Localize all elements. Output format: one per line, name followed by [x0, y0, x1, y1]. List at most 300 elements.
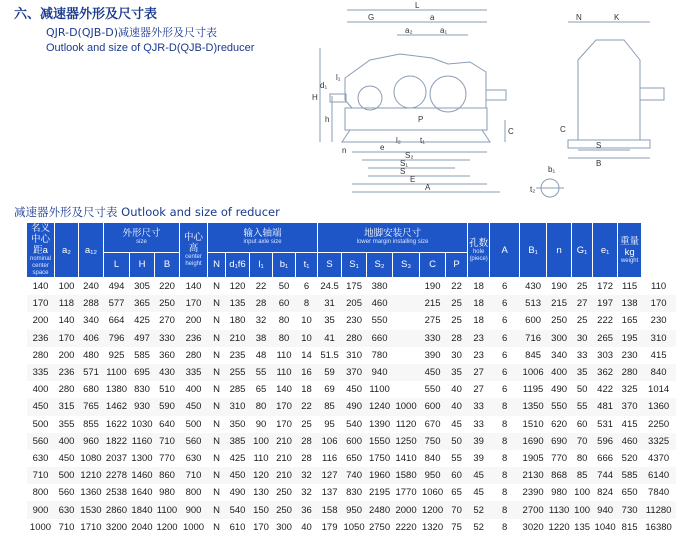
table-cell: 380 [371, 281, 388, 293]
table-cell: N [208, 467, 226, 484]
table-cell: N [208, 364, 226, 381]
table-cell: N [213, 349, 220, 361]
dim-P: P [418, 115, 424, 124]
header-sub-cell: P [446, 252, 468, 277]
table-cell: 36 [296, 501, 318, 518]
table-cell: 200 [58, 349, 75, 361]
table-cell: 170 [27, 295, 55, 312]
table-cell: 830 [134, 384, 150, 396]
table-cell: 500 [32, 418, 49, 430]
table-cell: 830 [346, 487, 362, 499]
dim-t1: t₁ [420, 136, 425, 145]
table-cell: 10 [296, 330, 318, 347]
header-sub-cell: N [208, 252, 226, 277]
table-cell: N [208, 433, 226, 450]
table-cell: 490 [342, 398, 367, 415]
header-cell [79, 223, 104, 278]
table-cell: 300 [276, 521, 292, 533]
table-cell: 100 [572, 501, 593, 518]
table-cell: 85 [572, 467, 593, 484]
table-cell: 620 [551, 418, 568, 430]
section-title: 六、减速器外形及尺寸表 [14, 7, 158, 22]
table-cell: 925 [108, 349, 125, 361]
table-cell: 130 [253, 487, 269, 499]
table-cell: 70 [572, 433, 593, 450]
dim-B: B [596, 159, 602, 168]
table-cell: 40 [301, 521, 312, 533]
table-cell: 1905 [522, 452, 544, 464]
table-cell: 140 [185, 281, 202, 293]
table-cell: 18 [468, 295, 490, 312]
table-cell: 1120 [395, 418, 417, 430]
table-cell: 38 [250, 330, 273, 347]
header-cell [180, 223, 208, 278]
table-cell: 69 [324, 384, 335, 396]
table-cell: 280 [342, 330, 367, 347]
table-cell: 135 [226, 295, 250, 312]
dim-N: N [576, 13, 582, 22]
table-cell: 55 [451, 452, 462, 464]
table-cell: 25 [301, 418, 312, 430]
table-cell: 127 [318, 467, 342, 484]
table-cell: 115 [622, 281, 638, 293]
table-cell: N [213, 384, 220, 396]
table-row [27, 347, 676, 364]
table-cell: 560 [58, 487, 75, 499]
table-cell: 60 [273, 295, 296, 312]
table-cell: 930 [130, 398, 155, 415]
table-cell: 390 [424, 349, 441, 361]
table-cell: 30 [451, 349, 462, 361]
table-cell: 135 [574, 521, 591, 533]
table-cell: 16380 [645, 521, 672, 533]
table-cell: 170 [180, 295, 208, 312]
table-cell: 45 [468, 467, 490, 484]
table-cell: 780 [371, 349, 388, 361]
table-cell: 365 [130, 295, 155, 312]
header-row-main [27, 223, 676, 253]
table-cell: 1195 [522, 384, 544, 396]
table-cell: 25 [576, 281, 588, 293]
dim-G: G [368, 13, 375, 22]
header-label-en: lower margin installing size [356, 239, 429, 246]
table-cell: 40 [446, 398, 468, 415]
table-cell: 32 [296, 467, 318, 484]
table-cell: 980 [551, 487, 568, 499]
table-cell: 1410 [395, 452, 417, 464]
table-cell: 230 [650, 315, 667, 327]
table-cell: 666 [597, 452, 614, 464]
table-cell: 360 [159, 349, 175, 361]
subtitle-cn: QJR-D(QJB-D)减速器外形及尺寸表 [46, 26, 218, 39]
table-cell: 640 [159, 418, 175, 430]
table-cell: 1220 [548, 521, 570, 533]
table-cell: 362 [593, 364, 618, 381]
table-cell: 8 [490, 398, 520, 415]
table-cell: 596 [593, 433, 618, 450]
table-cell: 300 [547, 330, 572, 347]
dim-S2: S₂ [405, 151, 414, 160]
header-cell [468, 223, 490, 278]
table-cell: 6 [303, 281, 310, 293]
table-cell: 172 [597, 281, 614, 293]
table-cell: 48 [255, 349, 267, 361]
dim-K: K [614, 13, 620, 22]
table-cell: 275 [424, 315, 441, 327]
table-cell: 450 [58, 452, 75, 464]
table-cell: 540 [346, 418, 362, 430]
table-cell: N [208, 295, 226, 312]
table-cell: 200 [185, 315, 202, 327]
dim-e: e [380, 143, 385, 152]
table-cell: 70 [446, 501, 468, 518]
table-cell: 1200 [420, 501, 446, 518]
table-cell: 560 [180, 433, 208, 450]
table-cell: 585 [618, 467, 642, 484]
header-cell [208, 223, 318, 253]
table-cell: 6 [490, 364, 520, 381]
table-cell: N [213, 452, 220, 464]
table-cell: 175 [346, 281, 362, 293]
table-cell: 1350 [520, 398, 547, 415]
table-cell: 450 [420, 364, 446, 381]
front-housing-base [342, 130, 490, 142]
table-cell: 335 [180, 364, 208, 381]
table-row [27, 278, 676, 296]
table-row [27, 364, 676, 381]
table-cell: 230 [621, 349, 638, 361]
table-cell: 280 [185, 349, 202, 361]
dim-A: A [425, 183, 431, 192]
table-row [27, 467, 676, 484]
table-cell: 940 [367, 364, 393, 381]
dim-E: E [410, 175, 416, 184]
table-cell: 1240 [367, 398, 393, 415]
table-cell: 1300 [131, 452, 153, 464]
header-sub-cell: S₂ [367, 252, 393, 277]
table-cell: 3200 [105, 521, 128, 533]
dim-l2: l₂ [396, 136, 401, 145]
table-cell: 1100 [104, 364, 130, 381]
table-cell: 8 [501, 487, 508, 499]
table-cell: 630 [32, 452, 49, 464]
table-cell: 85 [318, 398, 342, 415]
table-cell: 55 [250, 364, 273, 381]
header-label: B₁ [528, 244, 538, 256]
table-cell: 11280 [642, 501, 676, 518]
header-sub-cell: C [420, 252, 446, 277]
table-cell: 280 [32, 349, 49, 361]
table-cell: 8 [501, 521, 508, 533]
table-cell: 6 [501, 384, 508, 396]
table-cell: 150 [250, 501, 273, 518]
table-cell: 140 [276, 384, 292, 396]
table-cell: 310 [642, 330, 676, 347]
table-row [27, 398, 676, 415]
table-cell: N [213, 418, 220, 430]
table-cell: 80 [250, 398, 273, 415]
table-cell: 370 [618, 398, 642, 415]
table-cell: 340 [551, 349, 568, 361]
table-cell: 670 [424, 418, 441, 430]
table-cell: 250 [273, 501, 296, 518]
table-cell [393, 295, 420, 312]
table-cell: 1320 [421, 521, 444, 533]
table-cell: 350 [229, 418, 246, 430]
table-row [27, 519, 676, 536]
table-row [27, 330, 676, 347]
table-cell: 95 [324, 418, 335, 430]
table-cell: 52 [473, 521, 484, 533]
table-cell: 425 [229, 452, 246, 464]
table-title: 减速器外形及尺寸表 Outlook and size of reducer [14, 205, 280, 219]
table-cell: 800 [32, 487, 49, 499]
header-label: 孔数 [469, 237, 489, 249]
table-cell: 1380 [105, 384, 128, 396]
table-cell: 815 [621, 521, 638, 533]
table-cell: 900 [27, 501, 55, 518]
table-cell: 75 [451, 521, 462, 533]
table-cell: 310 [226, 398, 250, 415]
table-cell: 120 [229, 281, 246, 293]
table-cell: 3020 [522, 521, 544, 533]
header-label: e₁ [600, 244, 610, 256]
table-cell: 550 [547, 398, 572, 415]
header-label: n [556, 244, 562, 256]
header-cell [547, 223, 572, 278]
table-cell: 236 [27, 330, 55, 347]
table-cell: 4370 [648, 452, 670, 464]
table-cell: 3325 [642, 433, 676, 450]
dim-S: S [400, 167, 406, 176]
table-cell: 7840 [648, 487, 670, 499]
table-cell: 27 [473, 384, 484, 396]
dim-t2: t₂ [530, 185, 536, 194]
table-cell: 280 [58, 384, 75, 396]
dim-S1: S₁ [400, 159, 409, 168]
table-cell: 8 [490, 467, 520, 484]
header-sub-cell: l₁ [250, 252, 273, 277]
table-cell: 110 [273, 364, 296, 381]
header-label: 中心高 [184, 232, 204, 254]
table-cell: 630 [55, 501, 79, 518]
table-cell: 980 [159, 487, 175, 499]
table-cell: 513 [520, 295, 547, 312]
table-cell: 10 [301, 315, 312, 327]
table-cell: 170 [55, 330, 79, 347]
table-cell: 510 [159, 384, 175, 396]
table-cell: 400 [55, 433, 79, 450]
header-label-en: center height [185, 254, 202, 267]
header-cell [490, 223, 520, 278]
table-cell: 1822 [104, 433, 130, 450]
table-cell: 415 [621, 418, 638, 430]
table-cell: 1390 [368, 418, 391, 430]
table-cell: 215 [547, 295, 572, 312]
table-cell: 1580 [393, 467, 420, 484]
header-label: 地脚安装尺寸 [364, 228, 422, 240]
table-cell: 385 [226, 433, 250, 450]
table-cell: 690 [547, 433, 572, 450]
table-cell: 110 [253, 452, 269, 464]
header-label-en: nominal center space [29, 256, 51, 276]
table-cell: 730 [618, 501, 642, 518]
header-sub-cell: B [155, 252, 180, 277]
table-cell: 520 [621, 452, 638, 464]
table-cell: N [208, 398, 226, 415]
table-cell: 855 [83, 418, 99, 430]
table-cell: 950 [420, 467, 446, 484]
header-cell [55, 223, 79, 278]
table-cell: 28 [446, 330, 468, 347]
table-cell: N [213, 521, 220, 533]
table-cell: 158 [318, 501, 342, 518]
table-cell: 23 [468, 330, 490, 347]
table-cell: 960 [79, 433, 104, 450]
table-cell: 2195 [368, 487, 391, 499]
dim-h: h [325, 115, 330, 124]
dim-L: L [415, 1, 420, 10]
table-cell: 8 [501, 418, 508, 430]
table-cell: 14 [301, 349, 312, 361]
table-cell: 120 [250, 467, 273, 484]
header-label: 输入轴端 [243, 228, 282, 240]
table-cell: 60 [446, 467, 468, 484]
table-cell: 680 [83, 384, 99, 396]
reducer-drawing [0, 0, 680, 205]
header-cell [618, 223, 642, 278]
header-cell [593, 223, 618, 278]
table-cell: 460 [618, 433, 642, 450]
table-cell: 32 [255, 315, 267, 327]
table-cell: 400 [185, 384, 202, 396]
table-cell: 33 [473, 418, 484, 430]
table-cell: 100 [58, 281, 75, 293]
dim-a2: a₂ [405, 26, 413, 35]
table-cell: 660 [367, 330, 393, 347]
table-cell: 840 [642, 364, 676, 381]
table-cell: 280 [618, 364, 642, 381]
table-cell: 2390 [522, 487, 544, 499]
front-bearing-3 [430, 76, 466, 112]
table-cell: 25 [576, 315, 588, 327]
table-cell: N [208, 330, 226, 347]
table-cell: 110 [276, 349, 292, 361]
table-cell: 481 [593, 398, 618, 415]
table-cell: 24.5 [320, 281, 339, 293]
header-label: a₂ [62, 244, 71, 256]
table-cell: 210 [273, 433, 296, 450]
table-cell [393, 381, 420, 398]
table-cell: 210 [226, 330, 250, 347]
header-sub-cell: b₁ [273, 252, 296, 277]
table-cell: 25 [451, 315, 462, 327]
table-cell: 450 [27, 398, 55, 415]
header-sub-cell: d₁f6 [226, 252, 250, 277]
table-cell: 531 [597, 418, 614, 430]
header-cell [572, 223, 593, 278]
table-cell: 497 [130, 330, 155, 347]
table-cell: 500 [185, 418, 202, 430]
table-cell: 1130 [547, 501, 572, 518]
front-housing-mid [345, 108, 487, 130]
table-cell: 210 [276, 452, 292, 464]
table-cell: 1030 [131, 418, 153, 430]
table-cell [393, 278, 420, 296]
table-cell: 585 [134, 349, 150, 361]
table-cell: 425 [134, 315, 150, 327]
table-cell: 106 [318, 433, 342, 450]
table-cell: 52 [468, 501, 490, 518]
table-cell: 1622 [105, 418, 128, 430]
table-cell: 80 [576, 452, 588, 464]
table-cell: 40 [451, 384, 462, 396]
table-cell: 1360 [642, 398, 676, 415]
table-cell: 1160 [130, 433, 155, 450]
table-cell: 33 [576, 349, 588, 361]
table-row [27, 312, 676, 329]
table-cell: N [213, 487, 220, 499]
table-cell: 215 [420, 295, 446, 312]
table-cell: 65 [255, 384, 267, 396]
table-row [27, 416, 676, 433]
table-cell: 118 [55, 295, 79, 312]
table-cell: 450 [226, 467, 250, 484]
header-label: 名义中心距a [30, 223, 50, 256]
header-sub-cell: S₃ [393, 252, 420, 277]
table-cell: 100 [250, 433, 273, 450]
table-cell: 138 [618, 295, 642, 312]
table-cell: 500 [55, 467, 79, 484]
dim-H: H [312, 93, 318, 102]
table-cell: 494 [108, 281, 125, 293]
header-label: a₁₂ [84, 244, 98, 256]
table-body [27, 278, 676, 536]
table-cell: 285 [229, 384, 246, 396]
table-cell: 1100 [155, 501, 180, 518]
table-cell: 22 [296, 398, 318, 415]
table-cell: 415 [650, 349, 667, 361]
table-cell: 100 [574, 487, 591, 499]
table-cell: 840 [424, 452, 441, 464]
table-cell: 140 [32, 281, 49, 293]
table-cell: 630 [185, 452, 202, 464]
table-cell: 430 [155, 364, 180, 381]
table-cell: 1710 [80, 521, 102, 533]
table-cell: 116 [321, 452, 338, 464]
table-cell: 355 [58, 418, 75, 430]
table-cell: 205 [342, 295, 367, 312]
table-cell: 197 [593, 295, 618, 312]
table-cell: 25 [446, 295, 468, 312]
table-cell: 6 [490, 295, 520, 312]
table-cell: 222 [597, 315, 614, 327]
table-cell: 710 [27, 467, 55, 484]
table-cell: 6 [490, 330, 520, 347]
table-cell: 1640 [131, 487, 153, 499]
table-cell: 1100 [369, 384, 390, 396]
side-shaft [640, 88, 664, 100]
dim-C-front: C [508, 127, 514, 136]
table-cell: 41 [318, 330, 342, 347]
table-cell: 1840 [130, 501, 155, 518]
table-cell: 288 [79, 295, 104, 312]
table-cell: 1080 [80, 452, 102, 464]
table-cell: 303 [597, 349, 614, 361]
table-cell: 165 [621, 315, 638, 327]
table-cell: 600 [420, 398, 446, 415]
table-cell: 1770 [395, 487, 417, 499]
